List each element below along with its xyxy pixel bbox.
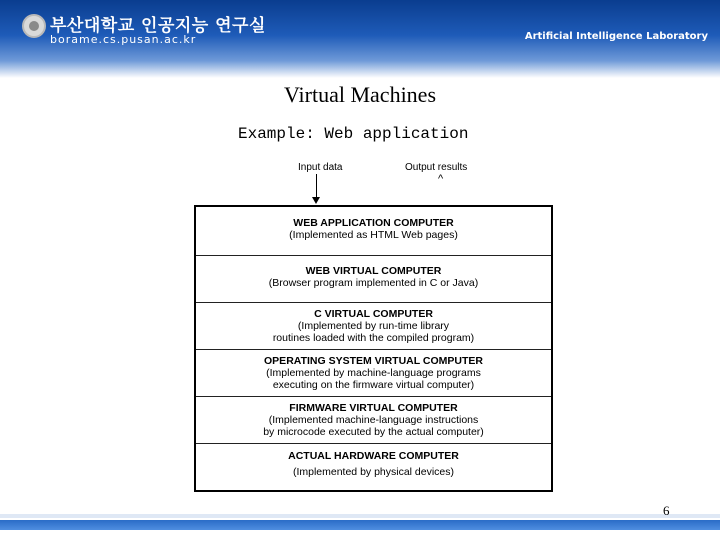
layer-description: (Implemented as HTML Web pages) <box>289 229 458 241</box>
output-results-label: Output results <box>405 162 468 173</box>
layer-actual-hardware <box>196 450 551 478</box>
output-caret-icon: ^ <box>438 173 444 185</box>
layer-divider <box>196 255 551 256</box>
input-data-label: Input data <box>298 162 343 173</box>
layer-os-virtual <box>196 355 551 391</box>
layer-heading: C VIRTUAL COMPUTER <box>314 308 433 320</box>
layer-description: (Browser program implemented in C or Java) <box>268 277 479 289</box>
header-banner <box>0 0 720 78</box>
footer-bar <box>0 520 720 530</box>
slide-title: Virtual Machines <box>283 82 437 107</box>
virtual-machine-stack <box>194 205 553 492</box>
layer-c-virtual <box>196 308 551 344</box>
university-seal-logo <box>22 14 46 38</box>
layer-divider <box>196 349 551 350</box>
input-arrow-icon <box>316 174 317 202</box>
layer-web-application <box>196 217 551 241</box>
layer-description: (Implemented by run-time library <box>297 320 450 332</box>
layer-divider <box>196 302 551 303</box>
slide-subtitle: Example: Web application <box>238 125 469 143</box>
layer-firmware-virtual <box>196 402 551 438</box>
page-number: 6 <box>663 503 670 518</box>
layer-description: (Implemented machine-language instructions <box>268 414 479 426</box>
university-domain: borame.cs.pusan.ac.kr <box>50 33 197 46</box>
layer-heading: FIRMWARE VIRTUAL COMPUTER <box>289 402 458 414</box>
layer-description: routines loaded with the compiled program) <box>272 332 475 344</box>
footer-line <box>0 514 720 518</box>
layer-heading: ACTUAL HARDWARE COMPUTER <box>288 450 459 462</box>
layer-heading: WEB VIRTUAL COMPUTER <box>305 265 442 277</box>
layer-description: (Implemented by physical devices) <box>292 466 455 478</box>
university-name: 부산대학교 인공지능 연구실 <box>50 16 266 36</box>
layer-description: executing on the firmware virtual computer) <box>272 379 475 391</box>
layer-description: by microcode executed by the actual computer) <box>263 426 484 438</box>
layer-heading: OPERATING SYSTEM VIRTUAL COMPUTER <box>264 355 483 367</box>
layer-divider <box>196 443 551 444</box>
layer-divider <box>196 396 551 397</box>
layer-web-virtual <box>196 265 551 289</box>
layer-heading: WEB APPLICATION COMPUTER <box>293 217 454 229</box>
lab-name: Artificial Intelligence Laboratory <box>524 31 708 42</box>
layer-description: (Implemented by machine-language programs <box>266 367 481 379</box>
